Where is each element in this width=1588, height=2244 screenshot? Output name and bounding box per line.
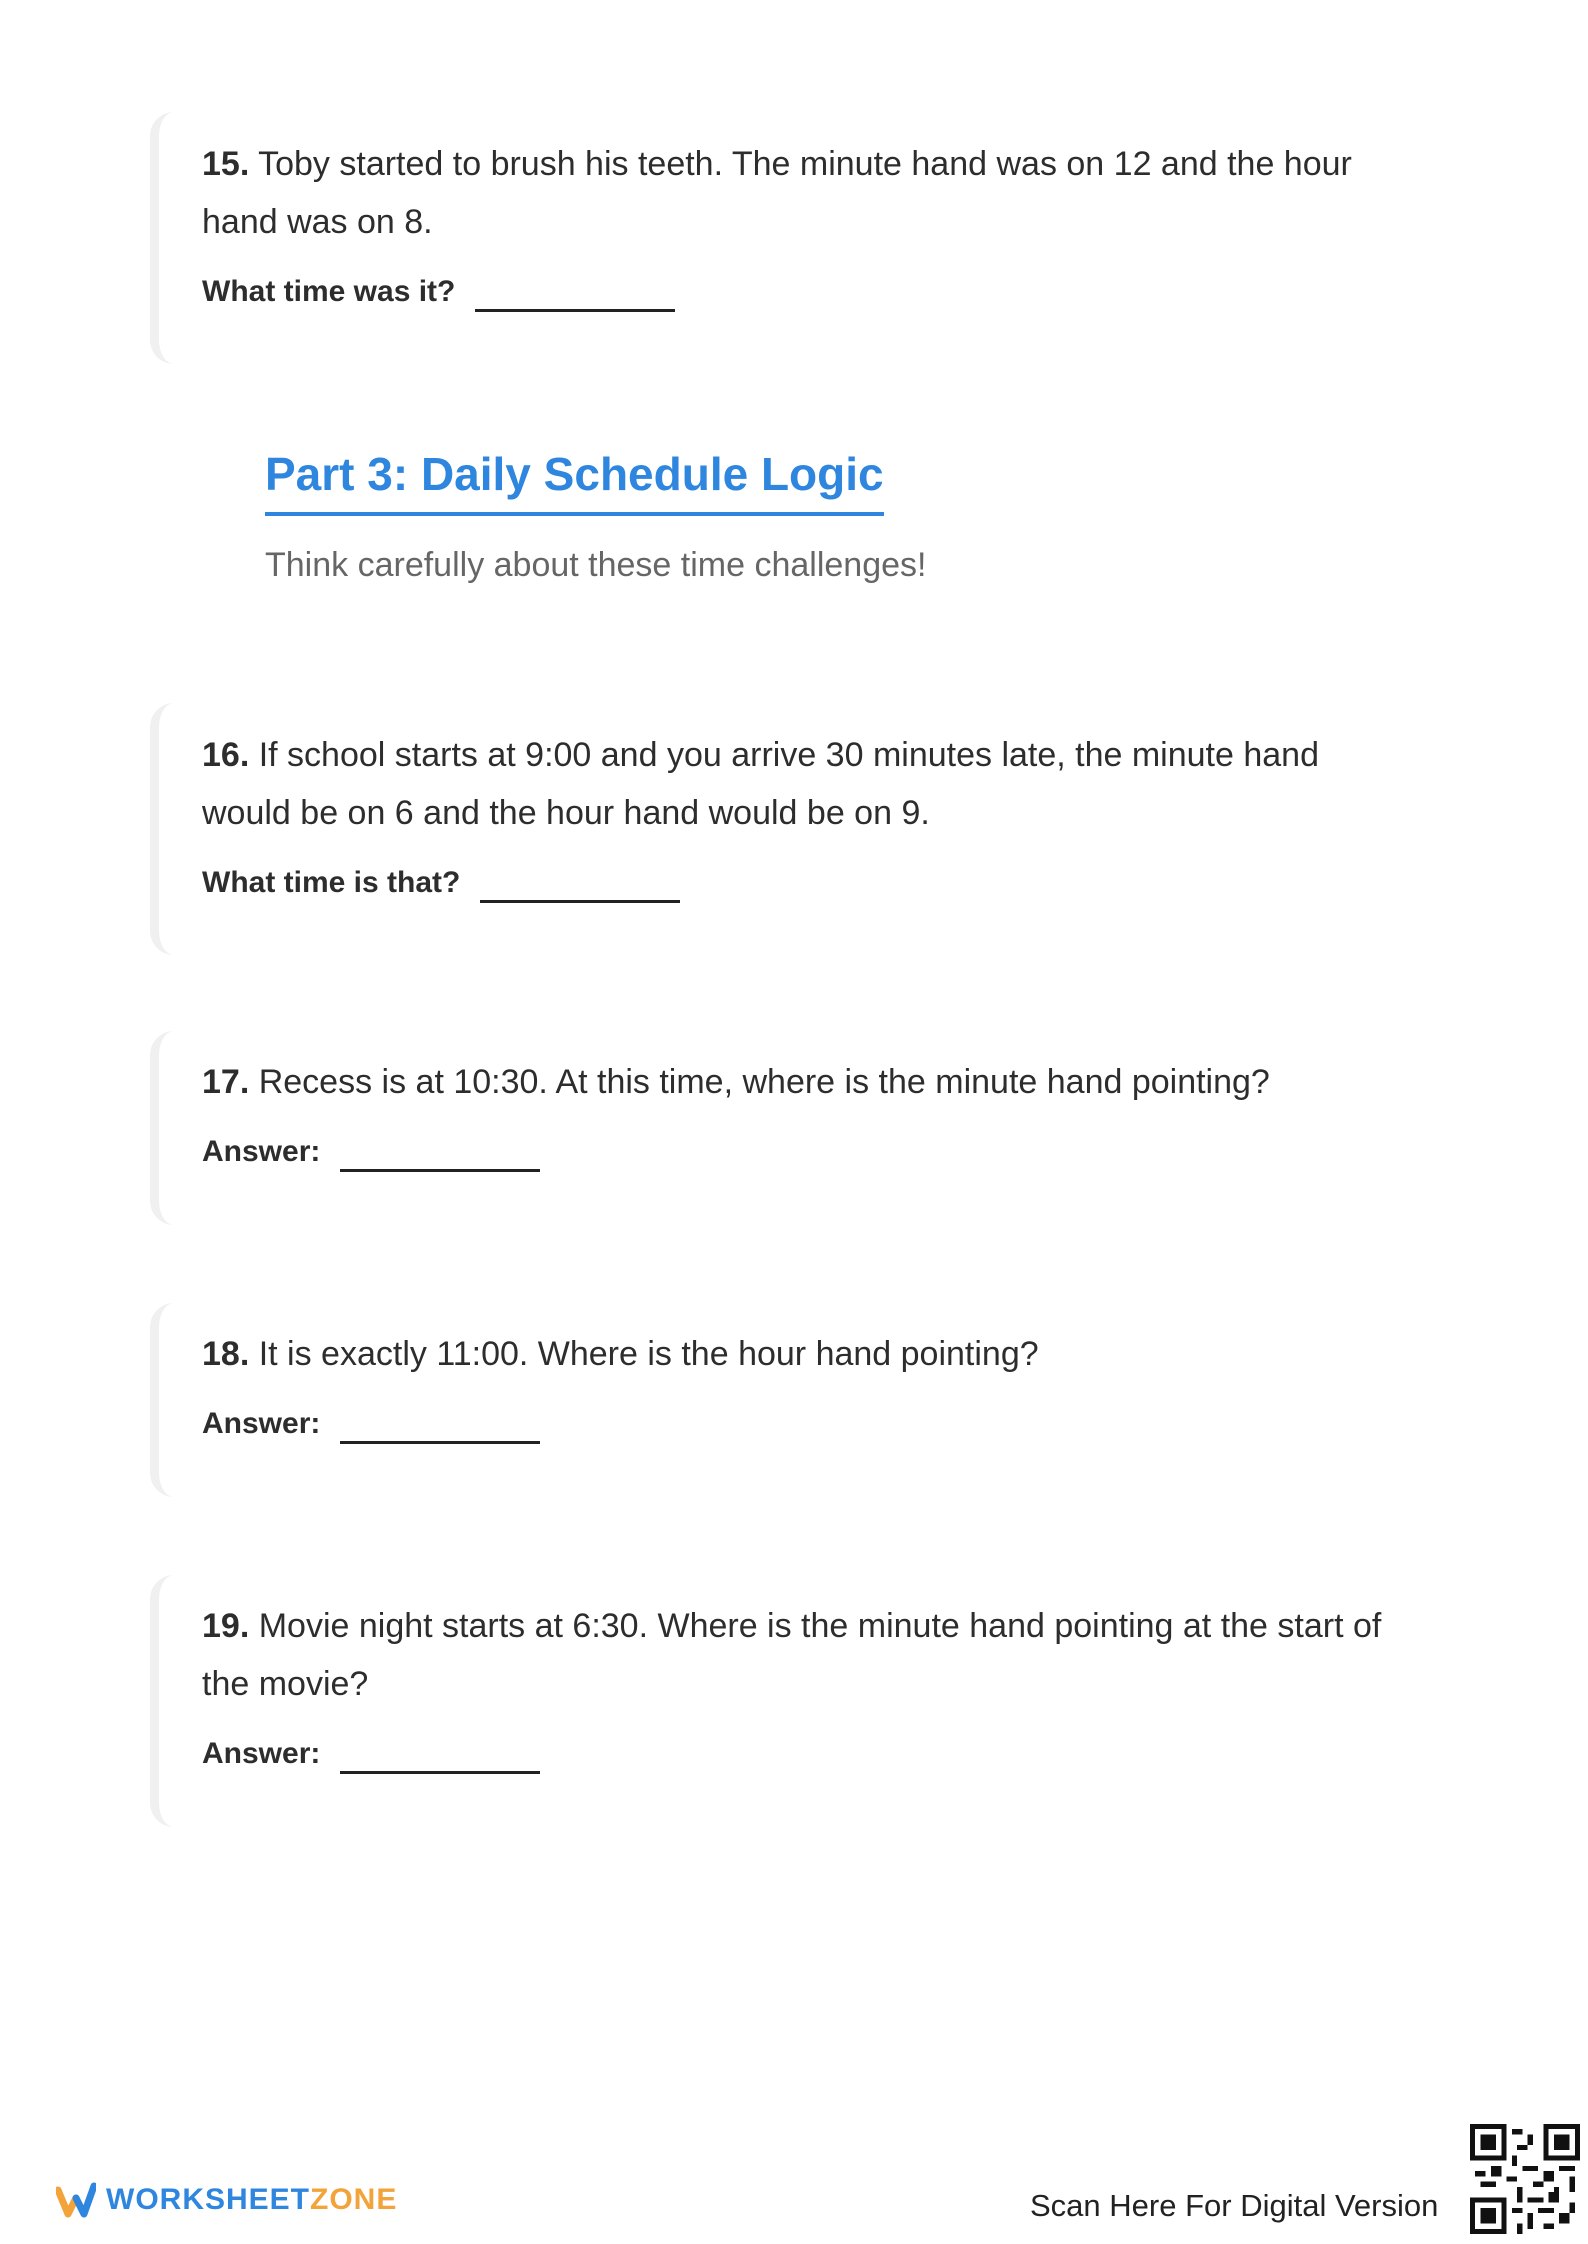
section-subtitle: Think carefully about these time challenges!: [265, 546, 927, 584]
brand-name: [106, 2183, 397, 2217]
brand-part-2: ZONE: [310, 2183, 398, 2216]
question-number: 17.: [202, 1063, 250, 1101]
answer-blank[interactable]: [480, 854, 680, 903]
question-body: Movie night starts at 6:30. Where is the minute hand pointing at the start of the movie?: [202, 1607, 1382, 1703]
question-body: Recess is at 10:30. At this time, where is the minute hand pointing?: [258, 1063, 1270, 1101]
scan-caption: Scan Here For Digital Version: [1030, 2188, 1439, 2223]
question-text: [202, 1053, 1390, 1111]
question-text: [202, 1325, 1390, 1383]
brand-part-1: WORKSHEET: [106, 2183, 310, 2216]
question-number: 15.: [202, 145, 250, 183]
question-card-16: [150, 703, 1390, 955]
question-body: If school starts at 9:00 and you arrive 30 minutes late, the minute hand would be on 6 and the hour hand would be on 9.: [202, 736, 1319, 832]
answer-label: What time was it?: [202, 275, 456, 308]
question-number: 19.: [202, 1607, 250, 1645]
worksheetzone-logo[interactable]: [56, 2180, 397, 2220]
question-card-15: [150, 112, 1390, 364]
answer-label: Answer:: [202, 1737, 321, 1770]
answer-label: What time is that?: [202, 866, 461, 899]
answer-row: [202, 1123, 1390, 1172]
answer-blank[interactable]: [340, 1395, 540, 1444]
answer-label: Answer:: [202, 1407, 321, 1440]
answer-blank[interactable]: [340, 1123, 540, 1172]
answer-row: [202, 263, 1390, 312]
worksheetzone-w-icon: [56, 2180, 96, 2220]
question-card-17: [150, 1031, 1390, 1225]
question-card-19: [150, 1575, 1390, 1827]
question-text: [202, 135, 1390, 251]
answer-label: Answer:: [202, 1135, 321, 1168]
question-body: It is exactly 11:00. Where is the hour hand pointing?: [258, 1335, 1039, 1373]
question-text: [202, 726, 1390, 842]
answer-row: [202, 1395, 1390, 1444]
answer-blank[interactable]: [475, 263, 675, 312]
question-card-18: [150, 1303, 1390, 1497]
answer-row: [202, 854, 1390, 903]
qr-code-icon[interactable]: [1470, 2124, 1580, 2234]
answer-row: [202, 1725, 1390, 1774]
question-body: Toby started to brush his teeth. The minute hand was on 12 and the hour hand was on 8.: [202, 145, 1352, 241]
question-number: 18.: [202, 1335, 250, 1373]
question-number: 16.: [202, 736, 250, 774]
section-title: Part 3: Daily Schedule Logic: [265, 444, 884, 516]
answer-blank[interactable]: [340, 1725, 540, 1774]
question-text: [202, 1597, 1390, 1713]
